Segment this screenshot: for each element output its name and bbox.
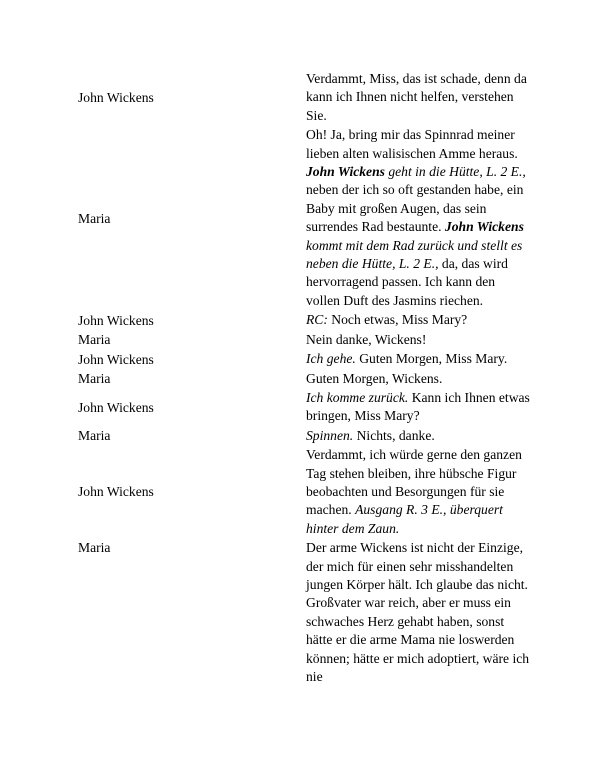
spoken-text: da, das wird hervorragend passen. Ich kann den vollen Duft des Jasmins riechen. xyxy=(306,256,508,308)
speaker-name: Maria xyxy=(78,540,111,556)
speaker-name: John Wickens xyxy=(78,89,154,105)
stage-direction-name xyxy=(306,164,385,179)
dialogue-row xyxy=(73,446,530,539)
stage-direction: Ich gehe. xyxy=(306,351,356,367)
spoken-text: Noch etwas, Miss Mary? xyxy=(327,312,468,328)
dialogue-table xyxy=(73,70,530,687)
speaker-name: Maria xyxy=(78,210,111,226)
spoken-text: Kann ich Ihnen etwas bringen, Miss Mary? xyxy=(306,389,530,424)
speaker-name: Maria xyxy=(78,371,111,386)
dialogue-row xyxy=(73,427,530,446)
dialogue-line xyxy=(306,311,530,330)
dialogue-line xyxy=(306,370,530,389)
character-name: John Wickens xyxy=(306,164,385,180)
stage-direction: Ausgang R. 3 E., überquert hinter dem Zaun. xyxy=(306,502,503,536)
spoken-text: Verdammt, ich würde gerne den ganzen Tag stehen bleiben, ihre hübsche Figur beobachten und Besorgungen für sie machen. xyxy=(306,447,522,518)
spoken-text: Nein danke, Wickens! xyxy=(306,331,427,347)
stage-direction: Ich komme zurück. xyxy=(306,389,409,405)
dialogue-row xyxy=(73,539,530,687)
dialogue-row xyxy=(73,350,530,369)
dialogue-line xyxy=(306,331,530,350)
spoken-text: neben der ich so oft gestanden habe, ein Baby mit großen Augen, das sein surrendes Rad bestaunte. xyxy=(306,182,524,235)
speaker-name: John Wickens xyxy=(78,484,154,500)
spoken-text: Verdammt, Miss, das ist schade, denn da kann ich Ihnen nicht helfen, verstehen Sie. xyxy=(306,71,527,123)
dialogue-line xyxy=(306,389,530,427)
spoken-text: Der arme Wickens ist nicht der Einzige, der mich für einen sehr misshandelten jungen Körper hält. Ich glaube das nicht. Großvater war reich, aber er muss ein schwaches Herz gehabt haben, sonst hätte er die arme Mama nie loswerden können; hätte er mich adoptiert, wäre ich nie xyxy=(306,540,530,684)
character-name: John Wickens xyxy=(444,219,524,235)
dialogue-row xyxy=(73,389,530,427)
dialogue-line xyxy=(306,70,530,126)
dialogue-row xyxy=(73,331,530,350)
dialogue-line xyxy=(306,446,530,539)
dialogue-row xyxy=(73,311,530,330)
speaker-name: John Wickens xyxy=(78,399,154,415)
speaker-name: John Wickens xyxy=(78,351,154,367)
dialogue-row xyxy=(73,70,530,126)
stage-direction: RC: xyxy=(306,312,328,328)
speaker-name: Maria xyxy=(78,428,111,444)
spoken-text: Guten Morgen, Wickens. xyxy=(306,370,443,386)
stage-direction: geht in die Hütte, L. 2 E., xyxy=(384,164,526,180)
dialogue-line xyxy=(306,539,530,687)
spoken-text: Guten Morgen, Miss Mary. xyxy=(355,351,508,367)
spoken-text: Oh! Ja, bring mir das Spinnrad meiner lieben alten walisischen Amme heraus. xyxy=(306,127,518,161)
spoken-text: Nichts, danke. xyxy=(353,427,435,443)
dialogue-line xyxy=(306,427,530,446)
stage-direction: Spinnen. xyxy=(306,427,354,443)
dialogue-rows xyxy=(73,70,530,687)
stage-direction-name xyxy=(445,219,524,234)
stage-direction: kommt mit dem Rad zurück und stellt es neben die Hütte, L. 2 E., xyxy=(306,237,523,272)
dialogue-line xyxy=(306,126,530,311)
dialogue-row xyxy=(73,126,530,311)
dialogue-line xyxy=(306,350,530,369)
dialogue-row xyxy=(73,370,530,389)
speaker-name: John Wickens xyxy=(78,312,154,328)
speaker-name: Maria xyxy=(78,332,111,348)
